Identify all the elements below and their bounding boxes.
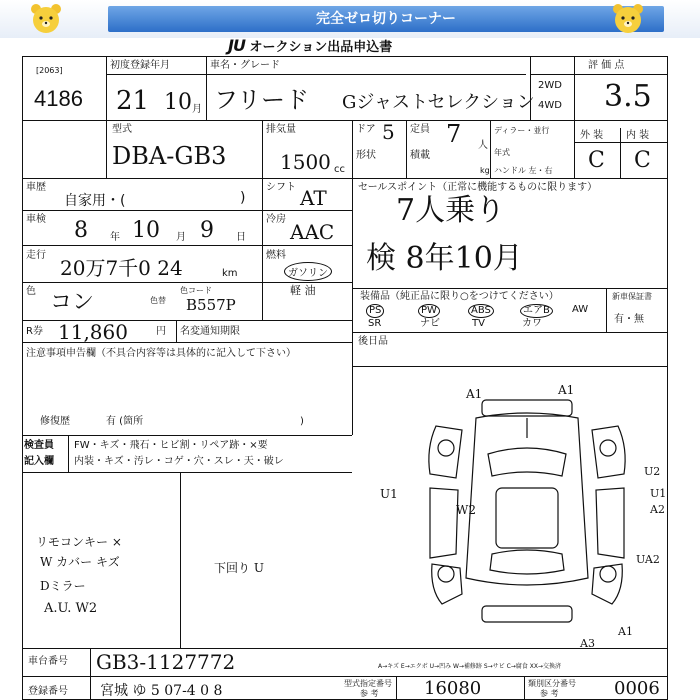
record-label: 記入欄 [24, 456, 54, 467]
color-code-value: B557P [186, 296, 236, 314]
color-change-label: 色替 [150, 296, 166, 305]
damage-legend: A→キズ E→エクボ U→凹み W→補修跡 S→サビ C→腐食 XX→交換済 [378, 663, 561, 670]
car-name: フリード [214, 86, 310, 114]
damage-mark: UA2 [636, 553, 660, 566]
doors-value: 5 [382, 120, 395, 144]
rating-label: 評 価 点 [588, 60, 625, 71]
first-reg-year: 21 [116, 86, 150, 116]
damage-mark: U2 [644, 465, 661, 478]
inspection-label: 車検 [26, 214, 46, 225]
banner-title: 完全ゼロ切りコーナー [108, 6, 664, 32]
vehicle-value: 自家用・( [64, 193, 126, 209]
interior-label: 内 装 [626, 130, 650, 141]
new-warranty-value: 有・無 [614, 314, 644, 325]
category-number-value: 0006 [614, 678, 660, 699]
fuel-value: ガソリン [284, 262, 332, 281]
repair-value: 有 (箇所 [106, 416, 144, 427]
damage-mark: A1 [558, 383, 575, 397]
new-warranty-label: 新車保証書 [612, 292, 652, 301]
drive-2wd: 2WD [538, 80, 562, 91]
shift-value: AT [300, 186, 327, 210]
insp-month: 10 [132, 218, 160, 243]
model-label: 型式 [112, 124, 132, 135]
inspector-note: Dミラー [40, 579, 86, 593]
name-grade-label: 車名・グレード [210, 60, 280, 71]
lot-number: 4186 [34, 86, 83, 111]
damage-mark: U1 [380, 487, 398, 501]
inspector-note: W カバー キズ [40, 555, 120, 569]
category-number-label: 類別区分番号 [528, 679, 576, 688]
form-code: [2063] [36, 66, 63, 75]
equip-airbag: エアB [520, 304, 553, 318]
inspect-row-1: FW・キズ・飛石・ヒビ割・リペア跡・×要 [74, 440, 268, 451]
notes-label: 注意事項申告欄（不具合内容等は具体的に記入して下さい） [26, 348, 296, 359]
model-designation-label: 型式指定番号 [344, 679, 392, 688]
recycle-value: 11,860 [58, 320, 128, 344]
shift-label: シフト [266, 182, 296, 193]
equip-pw: PW [418, 304, 440, 318]
repair-label: 修復歴 [40, 416, 70, 427]
exterior-label: 外 装 [580, 130, 604, 141]
equip-tv: TV [472, 318, 485, 329]
displacement-label: 排気量 [266, 124, 296, 135]
ac-value: AAC [290, 220, 335, 244]
model-value: DBA-GB3 [112, 142, 227, 170]
mileage-value: 20万7千0 24 [60, 256, 183, 280]
color-value: コン [50, 290, 95, 315]
capacity-label: 定員 [410, 124, 430, 135]
capacity-value: 7 [446, 120, 462, 148]
damage-mark: A1 [466, 387, 483, 401]
chassis-value: GB3-1127772 [96, 650, 236, 674]
fuel-alt: 軽 油 [290, 284, 316, 297]
next-date-label: 後日品 [358, 336, 388, 347]
vehicle-label: 車歴 [26, 182, 46, 193]
equip-navi: ナビ [420, 318, 440, 329]
equip-leather: カワ [522, 318, 542, 329]
equip-sr: SR [368, 318, 382, 329]
interior-grade: C [634, 148, 651, 173]
equipment-label: 装備品（純正品に限り○をつけてください） [360, 291, 559, 302]
equip-ps: PS [366, 304, 384, 318]
name-change-label: 名変通知期限 [180, 326, 240, 337]
form-title: JU オークション出品申込書 [228, 36, 393, 55]
displacement-value: 1500 [280, 150, 331, 174]
damage-mark: U1 [650, 487, 667, 500]
bear-mascot-icon [610, 2, 646, 36]
doors-label: ドア [356, 124, 376, 135]
mileage-label: 走行 [26, 250, 46, 261]
damage-mark: A1 [618, 625, 633, 638]
car-damage-diagram [396, 378, 668, 646]
damage-mark: A3 [580, 637, 595, 650]
registration-value: 宮城 ゆ 5 07-4 0 8 [100, 683, 223, 699]
equip-abs: ABS [468, 304, 494, 318]
chassis-label: 車台番号 [28, 656, 68, 667]
inspect-row-2: 内装・キズ・汚レ・コゲ・穴・スレ・天・破レ [74, 456, 284, 467]
fuel-label: 燃料 [266, 250, 286, 261]
ratio-label: ディラー・並行 [494, 126, 550, 135]
color-label: 色 [26, 286, 36, 297]
insp-year: 8 [74, 218, 88, 243]
rating-value: 3.5 [604, 79, 652, 114]
damage-mark: W2 [456, 503, 476, 517]
grade: Gジャストセレクション [342, 92, 535, 113]
bear-mascot-icon [28, 2, 64, 36]
inspector-note: A.U. W2 [44, 601, 98, 616]
first-reg-month: 10 [164, 90, 192, 115]
inspector-label: 検査員 [24, 440, 54, 451]
sales-line-2: 検 8年10月 [366, 241, 523, 276]
handle-label: ハンドル 左・右 [494, 166, 553, 175]
model-designation-value: 16080 [424, 678, 482, 699]
ac-label: 冷房 [266, 214, 286, 225]
drive-4wd: 4WD [538, 100, 562, 111]
recycle-label: R券 [26, 326, 43, 337]
equip-aw: AW [572, 304, 589, 315]
form-logo: JU [228, 36, 245, 55]
sales-line-1: 7人乗り [396, 193, 506, 228]
sales-point-label: セールスポイント（正常に機能するものに限ります） [358, 182, 598, 193]
damage-mark: A2 [650, 503, 665, 516]
exterior-grade: C [588, 148, 605, 173]
color-code-label: 色コード [180, 286, 212, 295]
insp-day: 9 [200, 218, 214, 243]
first-reg-label: 初度登録年月 [110, 60, 170, 71]
registration-label: 登録番号 [28, 686, 68, 697]
shape-label: 形状 [356, 150, 376, 161]
under-note: 下回り U [214, 561, 264, 575]
inspector-note: リモコンキー × [36, 535, 122, 549]
load-label: 積載 [410, 150, 430, 161]
